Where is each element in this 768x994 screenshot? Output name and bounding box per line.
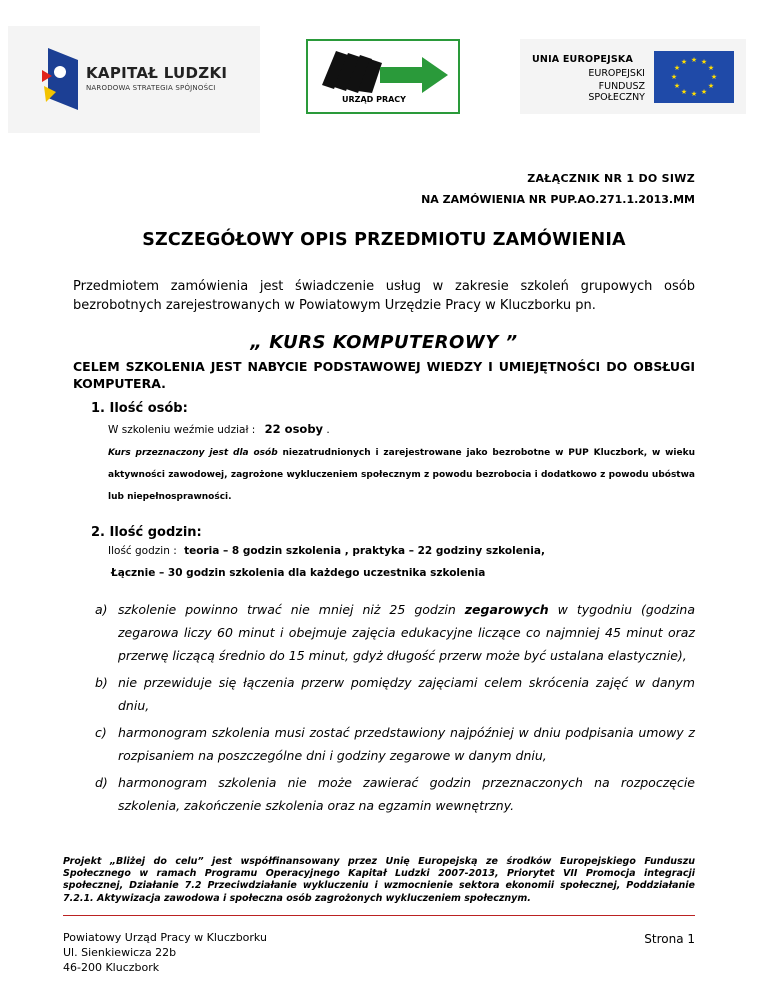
hours-total: Łącznie – 30 godzin szkolenia dla każdego uczestnika szkolenia (111, 567, 486, 579)
hours-line (108, 545, 545, 557)
address-line2: Ul. Sienkiewicza 22b (63, 946, 177, 959)
svg-text:★: ★ (707, 64, 715, 72)
svg-text:★: ★ (700, 58, 708, 66)
list-item (95, 771, 695, 817)
participants-label: W szkoleniu weźmie udział : (108, 424, 256, 436)
footer-address (63, 930, 267, 975)
ue-line2: EUROPEJSKI (588, 68, 645, 79)
project-footnote: Projekt „Bliżej do celu” jest współfinansowany przez Unię Europejską ze środków Europejskiego Funduszu Społecznego w ramach Programu Operacyjnego Kapitał Ludzki 2007-2013, Priorytet VII Promocja integracji społecznej, Działanie 7.2 Przeciwdziałanie wykluczeniu i wzmocnienie sektora ekonomii społecznej, Poddziałanie 7.2.1. Aktywizacja zawodowa i społeczna osób zagrożonych wykluczeniem społecznym. (63, 856, 695, 904)
hours-label: Ilość godzin : (108, 545, 177, 557)
svg-text:★: ★ (680, 58, 688, 66)
svg-text:★: ★ (690, 56, 698, 64)
address-line3: 46-200 Kluczbork (63, 961, 160, 974)
svg-text:★: ★ (690, 90, 698, 98)
list-item (95, 721, 695, 767)
kapital-ludzki-name: KAPITAŁ LUDZKI (86, 64, 228, 82)
list-item (95, 671, 695, 717)
section2-heading: 2. Ilość godzin: (91, 525, 202, 540)
reference-line2: NA ZAMÓWIENIA NR PUP.AO.271.1.2013.MM (421, 193, 695, 206)
svg-text:★: ★ (710, 73, 718, 81)
ue-line3: FUNDUSZ SPOŁECZNY (588, 81, 645, 103)
svg-text:★: ★ (670, 73, 678, 81)
list-marker: b) (95, 675, 108, 690)
list-emphasis: zegarowych (464, 602, 549, 617)
target-group-text (108, 442, 695, 508)
unia-europejska-logo (520, 39, 746, 114)
course-goal: CELEM SZKOLENIA JEST NABYCIE PODSTAWOWEJ WIEDZY I UMIEJĘTNOŚCI DO OBSŁUGI KOMPUTERA. (73, 359, 695, 391)
kapital-ludzki-subtitle: NARODOWA STRATEGIA SPÓJNOŚCI (86, 84, 216, 92)
urzad-pracy-cards-arrow-icon (314, 45, 454, 95)
page-number: Strona 1 (644, 932, 695, 946)
list-item (95, 598, 695, 667)
address-line1: Powiatowy Urząd Pracy w Kluczborku (63, 931, 267, 944)
section1-heading: 1. Ilość osób: (91, 401, 188, 416)
svg-text:★: ★ (673, 82, 681, 90)
reference-line1: ZAŁĄCZNIK NR 1 DO SIWZ (527, 172, 695, 185)
kapital-ludzki-emblem-icon (38, 46, 80, 112)
list-marker: d) (95, 775, 108, 790)
list-text: szkolenie powinno trwać nie mniej niż 25 godzin (118, 602, 465, 617)
list-marker: c) (95, 725, 107, 740)
svg-text:★: ★ (680, 88, 688, 96)
urzad-pracy-label: URZĄD PRACY (342, 95, 406, 104)
svg-text:★: ★ (673, 64, 681, 72)
target-rest: niezatrudnionych i zarejestrowane jako bezrobotne w PUP Kluczbork, w wieku aktywności zawodowej, zagrożone wykluczeniem społecznym z powodu bezrobocia i dodatkowo z powodu ubóstwa lub niepełnosprawności. (108, 448, 695, 502)
urzad-pracy-logo (306, 39, 460, 114)
course-name: „ KURS KOMPUTEROWY ” (250, 332, 518, 353)
eu-flag-icon (654, 51, 734, 103)
list-text: nie przewiduje się łączenia przerw pomiędzy zajęciami celem skrócenia zajęć w danym dniu, (118, 675, 695, 713)
footer-divider (63, 915, 695, 916)
conditions-list (95, 598, 695, 821)
svg-text:★: ★ (700, 88, 708, 96)
target-italic: Kurs przeznaczony jest dla osób (108, 448, 278, 458)
list-marker: a) (95, 602, 108, 617)
document-title: SZCZEGÓŁOWY OPIS PRZEDMIOTU ZAMÓWIENIA (142, 230, 626, 250)
participants-line (108, 422, 330, 436)
participants-value: 22 osoby (264, 422, 324, 436)
intro-paragraph: Przedmiotem zamówienia jest świadczenie usług w zakresie szkoleń grupowych osób bezrobotnych zarejestrowanych w Powiatowym Urzędzie Pracy w Kluczborku pn. (73, 279, 695, 313)
hours-value: teoria – 8 godzin szkolenia , praktyka – 22 godziny szkolenia, (184, 545, 545, 557)
participants-end: . (326, 424, 330, 436)
list-text-after: w tygodniu (godzina zegarowa liczy 60 minut i obejmuje zajęcia edukacyjne liczące co najmniej 45 minut oraz przerwę liczącą średnio do 15 minut, gdyż długość przerw może być ustalana elastycznie), (118, 602, 695, 663)
list-text: harmonogram szkolenia musi zostać przedstawiony najpóźniej w dniu podpisania umowy z rozpisaniem na poszczególne dni i godziny zegarowe w danym dniu, (118, 725, 695, 763)
kapital-ludzki-logo (8, 26, 260, 133)
svg-text:★: ★ (707, 82, 715, 90)
ue-line1: UNIA EUROPEJSKA (532, 54, 633, 65)
list-text: harmonogram szkolenia nie może zawierać godzin przeznaczonych na rozpoczęcie szkolenia, zakończenie szkolenia oraz na egzamin wewnętrzny. (118, 775, 695, 813)
